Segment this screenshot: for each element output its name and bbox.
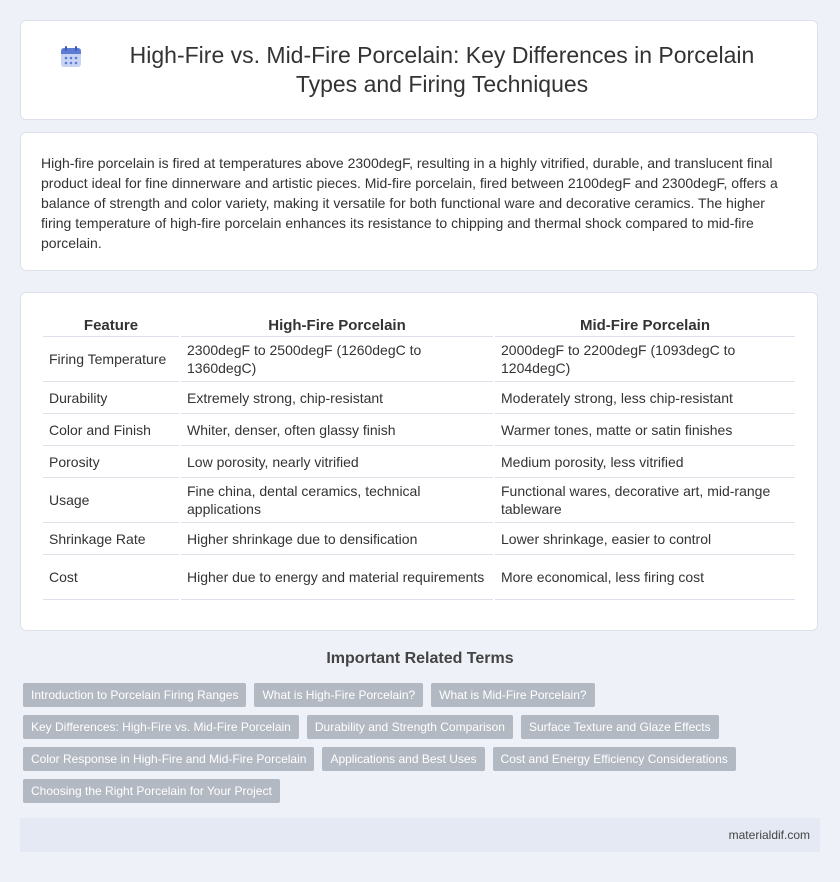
related-term-tag[interactable]: Key Differences: High-Fire vs. Mid-Fire Porcelain <box>23 715 299 739</box>
header-mid-fire: Mid-Fire Porcelain <box>495 313 795 337</box>
related-term-tag[interactable]: Applications and Best Uses <box>322 747 484 771</box>
cell-mid-fire: Lower shrinkage, easier to control <box>495 523 795 555</box>
cell-mid-fire: Moderately strong, less chip-resistant <box>495 382 795 414</box>
footer <box>20 818 820 852</box>
cell-high-fire: 2300degF to 2500degF (1260degC to 1360degC) <box>181 337 493 382</box>
table-row <box>43 478 795 523</box>
related-term-tag[interactable]: Choosing the Right Porcelain for Your Project <box>23 779 280 803</box>
related-term-tag[interactable]: Cost and Energy Efficiency Considerations <box>493 747 736 771</box>
table-row <box>43 382 795 414</box>
table-row <box>43 555 795 600</box>
cell-mid-fire: More economical, less firing cost <box>495 555 795 600</box>
cell-mid-fire: Warmer tones, matte or satin finishes <box>495 414 795 446</box>
tag-row <box>23 779 803 803</box>
header-card <box>20 20 818 120</box>
cell-high-fire: Low porosity, nearly vitrified <box>181 446 493 478</box>
header-inner <box>59 41 779 99</box>
related-term-tag[interactable]: Introduction to Porcelain Firing Ranges <box>23 683 246 707</box>
header-feature: Feature <box>43 313 179 337</box>
related-terms-tags <box>23 683 803 811</box>
intro-card <box>20 132 818 271</box>
related-term-tag[interactable]: What is Mid-Fire Porcelain? <box>431 683 594 707</box>
cell-high-fire: Higher due to energy and material requirements <box>181 555 493 600</box>
related-term-tag[interactable]: What is High-Fire Porcelain? <box>254 683 423 707</box>
cell-mid-fire: Medium porosity, less vitrified <box>495 446 795 478</box>
related-term-tag[interactable]: Surface Texture and Glaze Effects <box>521 715 719 739</box>
cell-high-fire: Whiter, denser, often glassy finish <box>181 414 493 446</box>
header-high-fire: High-Fire Porcelain <box>181 313 493 337</box>
table-row <box>43 446 795 478</box>
table-row <box>43 337 795 382</box>
footer-site-link[interactable]: materialdif.com <box>728 828 810 842</box>
cell-feature: Shrinkage Rate <box>43 523 179 555</box>
cell-mid-fire: Functional wares, decorative art, mid-range tableware <box>495 478 795 523</box>
cell-high-fire: Extremely strong, chip-resistant <box>181 382 493 414</box>
cell-mid-fire: 2000degF to 2200degF (1093degC to 1204degC) <box>495 337 795 382</box>
related-term-tag[interactable]: Color Response in High-Fire and Mid-Fire Porcelain <box>23 747 314 771</box>
cell-feature: Durability <box>43 382 179 414</box>
cell-feature: Cost <box>43 555 179 600</box>
tag-row <box>23 715 803 739</box>
intro-paragraph: High-fire porcelain is fired at temperatures above 2300degF, resulting in a highly vitrified, durable, and translucent final product ideal for fine dinnerware and artistic pieces. Mid-fire porcelain, fired between 2100degF and 2300degF, offers a balance of strength and color variety, making it versatile for both functional ware and decorative ceramics. The higher firing temperature of high-fire porcelain enhances its resistance to chipping and thermal shock compared to mid-fire porcelain. <box>41 155 778 251</box>
related-term-tag[interactable]: Durability and Strength Comparison <box>307 715 513 739</box>
calendar-icon <box>59 45 83 69</box>
comparison-table-card <box>20 292 818 631</box>
cell-high-fire: Higher shrinkage due to densification <box>181 523 493 555</box>
cell-high-fire: Fine china, dental ceramics, technical applications <box>181 478 493 523</box>
cell-feature: Color and Finish <box>43 414 179 446</box>
comparison-table <box>41 313 797 600</box>
tag-row <box>23 683 803 707</box>
tag-row <box>23 747 803 771</box>
table-row <box>43 414 795 446</box>
cell-feature: Usage <box>43 478 179 523</box>
cell-feature: Porosity <box>43 446 179 478</box>
related-terms-title: Important Related Terms <box>326 650 514 667</box>
table-header-row <box>43 313 795 337</box>
table-row <box>43 523 795 555</box>
page-title: High-Fire vs. Mid-Fire Porcelain: Key Differences in Porcelain Types and Firing Techniques <box>129 42 755 97</box>
cell-feature: Firing Temperature <box>43 337 179 382</box>
